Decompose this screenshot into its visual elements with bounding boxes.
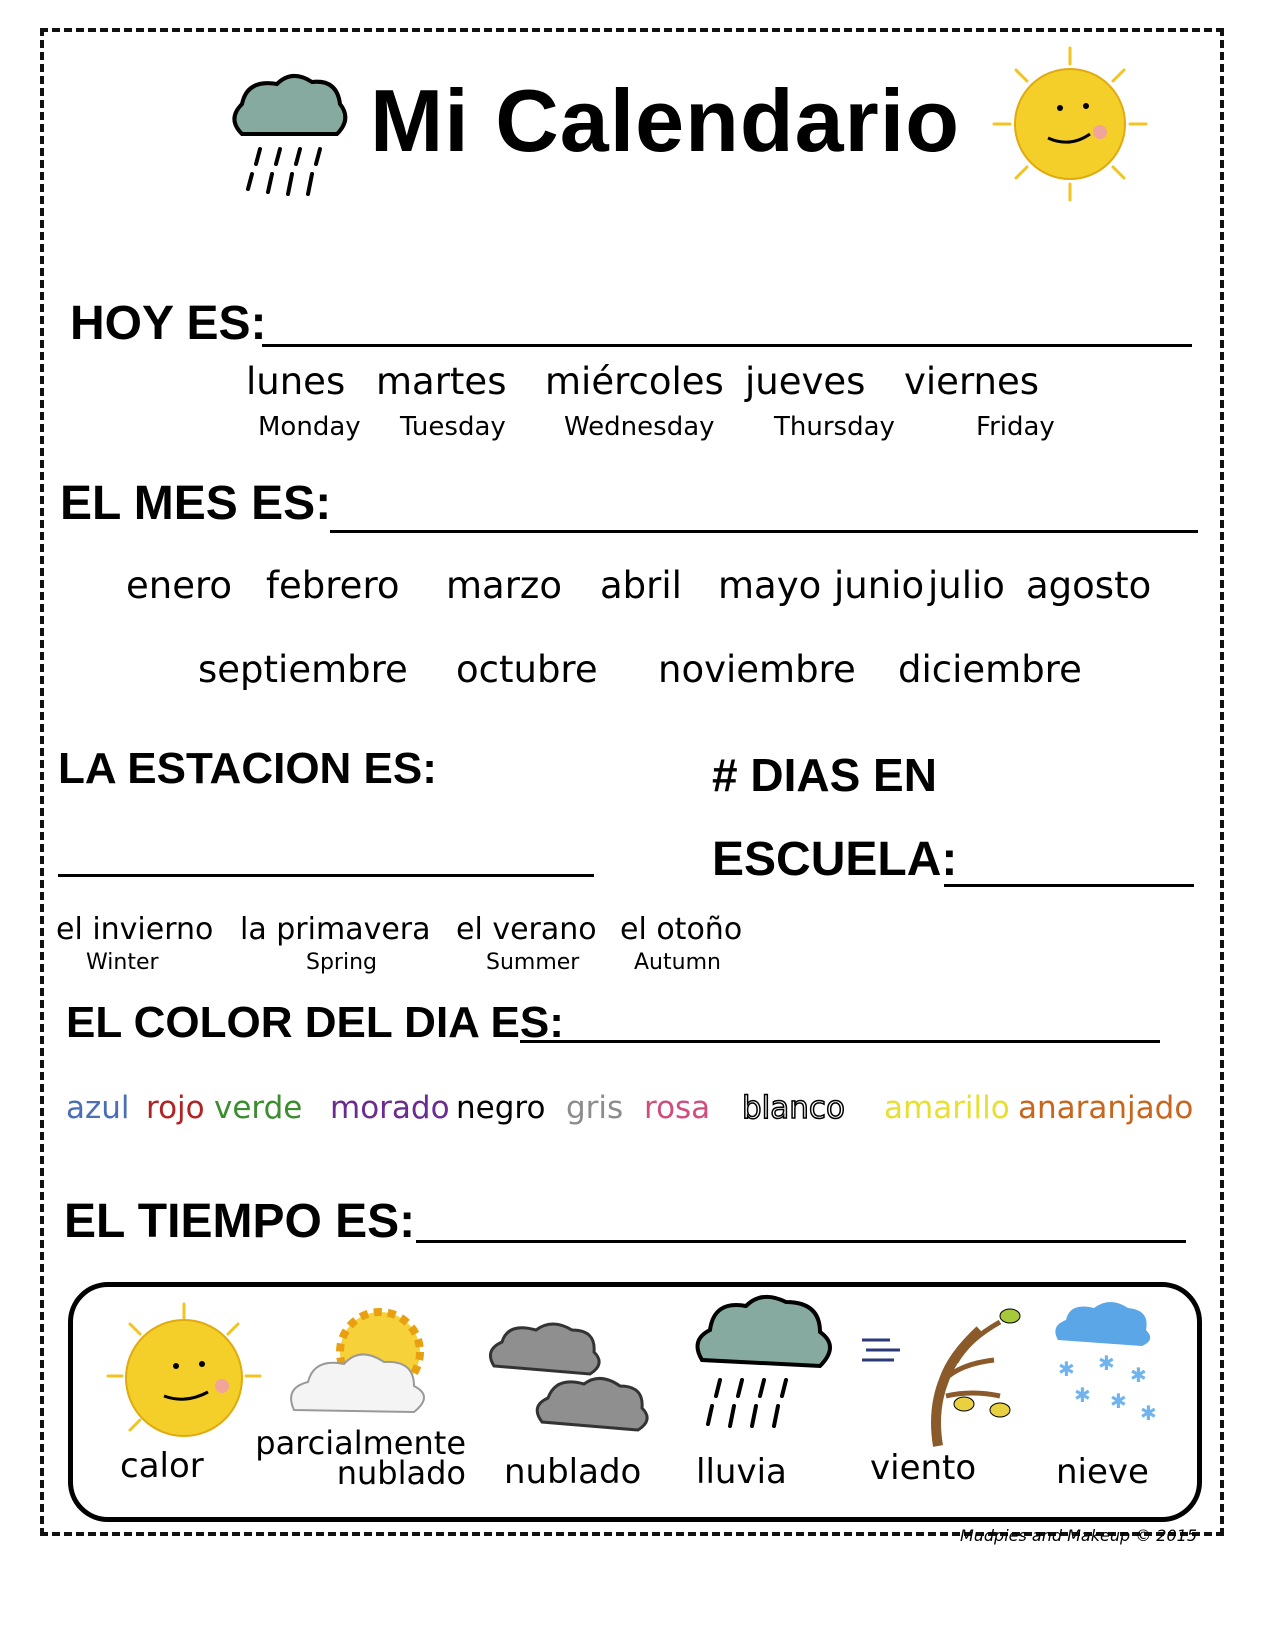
- day-en: Monday: [258, 412, 361, 442]
- color-word-azul: azul: [66, 1090, 130, 1126]
- copyright-credit: Mudpies and Makeup © 2015: [959, 1526, 1197, 1545]
- dias-label-line1: # DIAS EN: [712, 749, 937, 801]
- color-word-morado: morado: [330, 1090, 450, 1126]
- windy-tree-icon: [860, 1300, 1030, 1450]
- rain-cloud-icon: [690, 1290, 850, 1440]
- dias-answer-line[interactable]: [944, 884, 1194, 887]
- mes-answer-line[interactable]: [330, 530, 1198, 533]
- season-en: Autumn: [634, 950, 721, 975]
- estacion-label: LA ESTACION ES:: [58, 744, 437, 793]
- month: mayo: [718, 564, 822, 607]
- hoy-label: HOY ES:: [70, 297, 267, 350]
- day-es: viernes: [904, 360, 1039, 403]
- weather-label-nieve: nieve: [1056, 1452, 1149, 1492]
- svg-text:✱: ✱: [1058, 1357, 1075, 1381]
- color-answer-line[interactable]: [520, 1040, 1160, 1043]
- month: marzo: [446, 564, 562, 607]
- day-en: Thursday: [774, 412, 895, 442]
- season-en: Winter: [86, 950, 159, 975]
- month: noviembre: [658, 648, 856, 691]
- day-es: martes: [376, 360, 507, 403]
- color-word-gris: gris: [566, 1090, 624, 1126]
- color-word-verde: verde: [214, 1090, 303, 1126]
- color-word-rojo: rojo: [146, 1090, 205, 1126]
- day-es: lunes: [246, 360, 346, 403]
- tiempo-answer-line[interactable]: [416, 1240, 1186, 1243]
- cloudy-icon: [480, 1316, 660, 1446]
- estacion-answer-line[interactable]: [58, 874, 594, 877]
- month: enero: [126, 564, 233, 607]
- sun-icon: [990, 44, 1150, 204]
- svg-text:✱: ✱: [1110, 1389, 1127, 1413]
- svg-text:✱: ✱: [1074, 1383, 1091, 1407]
- season-es: el verano: [456, 912, 597, 947]
- month: abril: [600, 564, 682, 607]
- month: junio: [834, 564, 925, 607]
- color-word-blanco: blanco: [742, 1090, 845, 1126]
- svg-text:✱: ✱: [1140, 1401, 1157, 1425]
- month: octubre: [456, 648, 598, 691]
- season-en: Summer: [486, 950, 580, 975]
- color-word-amarillo: amarillo: [884, 1090, 1010, 1126]
- weather-label-nublado: nublado: [504, 1452, 642, 1492]
- month: agosto: [1026, 564, 1152, 607]
- hot-sun-icon: [104, 1302, 264, 1452]
- svg-text:✱: ✱: [1130, 1363, 1147, 1387]
- weather-label-viento: viento: [870, 1448, 977, 1488]
- month: septiembre: [198, 648, 408, 691]
- weather-label-lluvia: lluvia: [696, 1452, 787, 1492]
- hoy-answer-line[interactable]: [262, 344, 1192, 347]
- season-es: el invierno: [56, 912, 214, 947]
- month: febrero: [266, 564, 400, 607]
- snow-icon: [1050, 1296, 1160, 1446]
- day-en: Friday: [976, 412, 1055, 442]
- color-word-negro: negro: [456, 1090, 546, 1126]
- rain-cloud-icon: [222, 64, 352, 214]
- season-en: Spring: [306, 950, 377, 975]
- page-title: Mi Calendario: [370, 71, 960, 170]
- day-en: Wednesday: [564, 412, 715, 442]
- mes-label: EL MES ES:: [60, 477, 332, 530]
- season-es: el otoño: [620, 912, 743, 947]
- color-word-rosa: rosa: [644, 1090, 711, 1126]
- color-word-anaranjado: anaranjado: [1018, 1090, 1194, 1126]
- season-es: la primavera: [240, 912, 431, 947]
- weather-label-calor: calor: [120, 1446, 204, 1486]
- month: diciembre: [898, 648, 1082, 691]
- dias-label-line2: ESCUELA:: [712, 833, 958, 886]
- weather-label-parcialmente-nublado: parcialmente nublado: [255, 1424, 466, 1492]
- tiempo-label: EL TIEMPO ES:: [64, 1195, 416, 1248]
- day-es: miércoles: [545, 360, 724, 403]
- svg-text:✱: ✱: [1098, 1351, 1115, 1375]
- day-es: jueves: [745, 360, 866, 403]
- day-en: Tuesday: [400, 412, 506, 442]
- month: julio: [928, 564, 1005, 607]
- partly-cloudy-icon: [284, 1300, 444, 1430]
- color-label: EL COLOR DEL DIA ES:: [66, 998, 564, 1047]
